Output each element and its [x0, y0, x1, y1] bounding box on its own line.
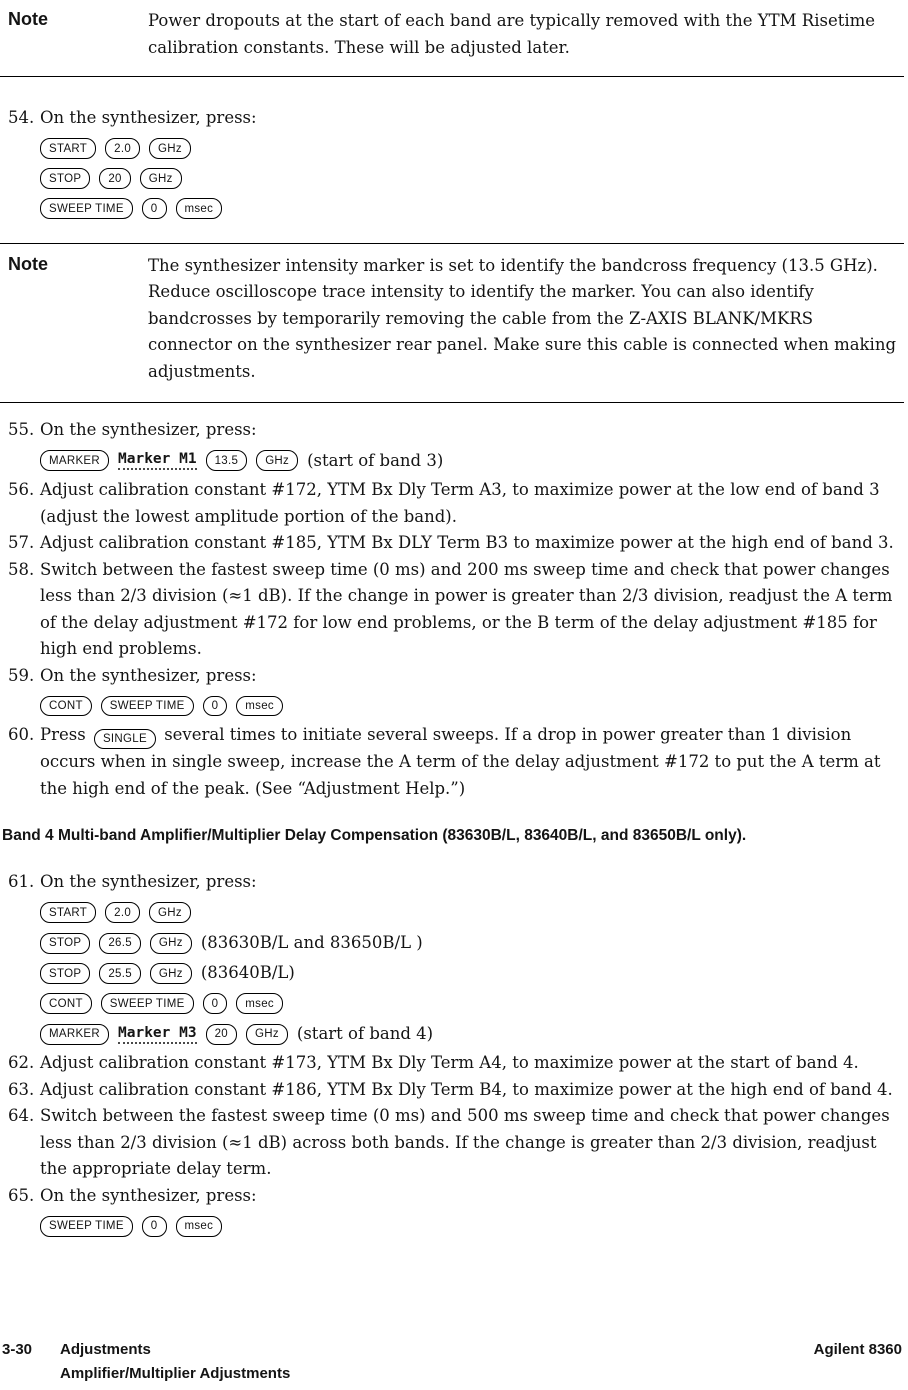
key-ghz: GHz	[150, 933, 192, 954]
keypress-line	[40, 960, 902, 987]
step-64	[0, 1103, 904, 1183]
key-single: SINGLE	[94, 729, 156, 750]
key-ghz: GHz	[246, 1024, 288, 1045]
keypress-line	[40, 136, 902, 162]
key-0: 0	[203, 993, 228, 1014]
key-2-0: 2.0	[105, 138, 140, 159]
key-msec: msec	[176, 198, 223, 219]
key-ghz: GHz	[149, 902, 191, 923]
step-63	[0, 1077, 904, 1104]
note-text: Power dropouts at the start of each band are typically removed with the YTM Risetime calibration constants. These will be adjusted later.	[148, 11, 876, 57]
step-number: 61.	[8, 872, 35, 892]
key-stop: STOP	[40, 963, 90, 984]
key-ghz: GHz	[256, 450, 298, 471]
key-stop: STOP	[40, 933, 90, 954]
step-text: On the synthesizer, press:	[40, 665, 257, 685]
step-number: 57.	[8, 533, 35, 552]
step-text: On the synthesizer, press:	[40, 1185, 257, 1205]
step-number: 62.	[8, 1053, 35, 1073]
footer-section: Amplifier/Multiplier Adjustments	[60, 1365, 291, 1382]
step-text: On the synthesizer, press:	[40, 108, 257, 127]
step-number: 64.	[8, 1106, 35, 1126]
key-start: START	[40, 902, 96, 923]
key-0: 0	[142, 1216, 167, 1237]
keypress-line	[40, 1021, 902, 1048]
key-suffix: (83630B/L and 83650B/L )	[200, 932, 423, 952]
softkey-marker-m1: Marker M1	[118, 451, 197, 470]
step-57	[0, 530, 904, 557]
key-suffix: (start of band 4)	[296, 1023, 434, 1043]
keypress-line	[40, 196, 902, 222]
step-56	[0, 477, 904, 530]
step-60	[0, 722, 904, 802]
keypress-line	[40, 900, 902, 926]
step-59	[0, 663, 904, 723]
page-number: 3-30	[2, 1341, 33, 1358]
footer-left	[2, 1341, 290, 1382]
key-sweep-time: SWEEP TIME	[101, 993, 194, 1014]
step-text-pre: Press	[40, 725, 86, 744]
key-2-0: 2.0	[105, 902, 140, 923]
divider-rule	[0, 243, 904, 244]
divider-rule	[0, 76, 904, 77]
key-start: START	[40, 138, 96, 159]
band4-section-heading: Band 4 Multi-band Amplifier/Multiplier Delay Compensation (83630B/L, 83640B/L, and 83650B/L only).	[2, 827, 747, 845]
keypress-line	[40, 166, 902, 192]
step-number: 58.	[8, 559, 35, 579]
key-suffix: (83640B/L)	[200, 963, 295, 983]
step-62	[0, 1050, 904, 1077]
note-label: Note	[8, 253, 48, 274]
note-label: Note	[8, 9, 48, 29]
note-block-2	[0, 253, 904, 386]
step-text: On the synthesizer, press:	[40, 420, 257, 439]
key-ghz: GHz	[140, 168, 182, 189]
step-text: Adjust calibration constant #173, YTM Bx Dly Term A4, to maximize power at the start of band 4.	[40, 1053, 859, 1073]
keypress-line	[40, 693, 902, 719]
step-number: 59.	[8, 665, 35, 685]
keypress-line	[40, 1213, 902, 1239]
softkey-marker-m3: Marker M3	[118, 1025, 197, 1044]
step-number: 54.	[8, 108, 35, 127]
step-text: Switch between the fastest sweep time (0 ms) and 500 ms sweep time and check that power changes less than 2/3 division (≈1 dB) across both bands. If the change is greater than 2/3 division, readjust the appropriate delay term.	[40, 1106, 890, 1179]
footer-chapter: Adjustments	[60, 1341, 151, 1358]
step-text: Adjust calibration constant #172, YTM Bx Dly Term A3, to maximize power at the low end of band 3 (adjust the lowest amplitude portion of the band).	[40, 480, 880, 526]
step-number: 55.	[8, 420, 35, 439]
step-text: Adjust calibration constant #185, YTM Bx DLY Term B3 to maximize power at the high end of band 3.	[40, 533, 894, 552]
key-26-5: 26.5	[99, 933, 141, 954]
footer-row-sub	[60, 1365, 290, 1382]
step-55	[0, 417, 904, 477]
step-61	[0, 869, 904, 1050]
keypress-line	[40, 991, 902, 1017]
key-20: 20	[99, 168, 130, 189]
footer-row	[2, 1341, 290, 1358]
step-number: 56.	[8, 480, 35, 499]
note-block-1	[0, 8, 904, 61]
key-ghz: GHz	[149, 138, 191, 159]
step-text: On the synthesizer, press:	[40, 872, 257, 892]
key-20: 20	[206, 1024, 237, 1045]
step-54	[0, 105, 904, 225]
step-58	[0, 557, 904, 663]
key-sweep-time: SWEEP TIME	[40, 1216, 133, 1237]
note-text: The synthesizer intensity marker is set to identify the bandcross frequency (13.5 GHz). Reduce oscilloscope trace intensity to identify the marker. You can also identify bandcrosses by temporarily removing the cable from the Z-AXIS BLANK/MKRS connector on the synthesizer rear panel. Make sure this cable is connected when making adjustments.	[148, 255, 897, 381]
key-ghz: GHz	[150, 963, 192, 984]
key-marker: MARKER	[40, 1024, 109, 1045]
keypress-line	[40, 930, 902, 957]
key-0: 0	[142, 198, 167, 219]
step-65	[0, 1183, 904, 1243]
key-sweep-time: SWEEP TIME	[101, 696, 194, 717]
step-number: 60.	[8, 725, 35, 744]
key-msec: msec	[236, 696, 283, 717]
footer-product: Agilent 8360	[813, 1341, 902, 1358]
divider-rule	[0, 402, 904, 403]
step-text: Switch between the fastest sweep time (0 ms) and 200 ms sweep time and check that power changes less than 2/3 division (≈1 dB). If the change in power is greater than 2/3 division, readjust the A term of the delay adjustment #172 for low end problems, or the B term of the delay adjustment #185 for high end problems.	[40, 559, 893, 658]
page-footer	[0, 1341, 904, 1390]
key-suffix: (start of band 3)	[307, 450, 444, 470]
key-marker: MARKER	[40, 450, 109, 471]
key-13-5: 13.5	[206, 450, 248, 471]
step-number: 65.	[8, 1185, 35, 1205]
key-cont: CONT	[40, 993, 92, 1014]
key-0: 0	[203, 696, 228, 717]
key-msec: msec	[236, 993, 283, 1014]
step-text	[40, 722, 902, 802]
keypress-line	[40, 448, 902, 475]
key-msec: msec	[176, 1216, 223, 1237]
key-cont: CONT	[40, 696, 92, 717]
key-sweep-time: SWEEP TIME	[40, 198, 133, 219]
step-text: Adjust calibration constant #186, YTM Bx Dly Term B4, to maximize power at the high end of band 4.	[40, 1079, 893, 1099]
key-25-5: 25.5	[99, 963, 141, 984]
step-number: 63.	[8, 1079, 35, 1099]
step-text-post: several times to initiate several sweeps. If a drop in power greater than 1 division occurs when in single sweep, increase the A term of the delay adjustment #172 to put the A term at the high end of the peak. (See “Adjustment Help.”)	[40, 725, 881, 798]
key-stop: STOP	[40, 168, 90, 189]
